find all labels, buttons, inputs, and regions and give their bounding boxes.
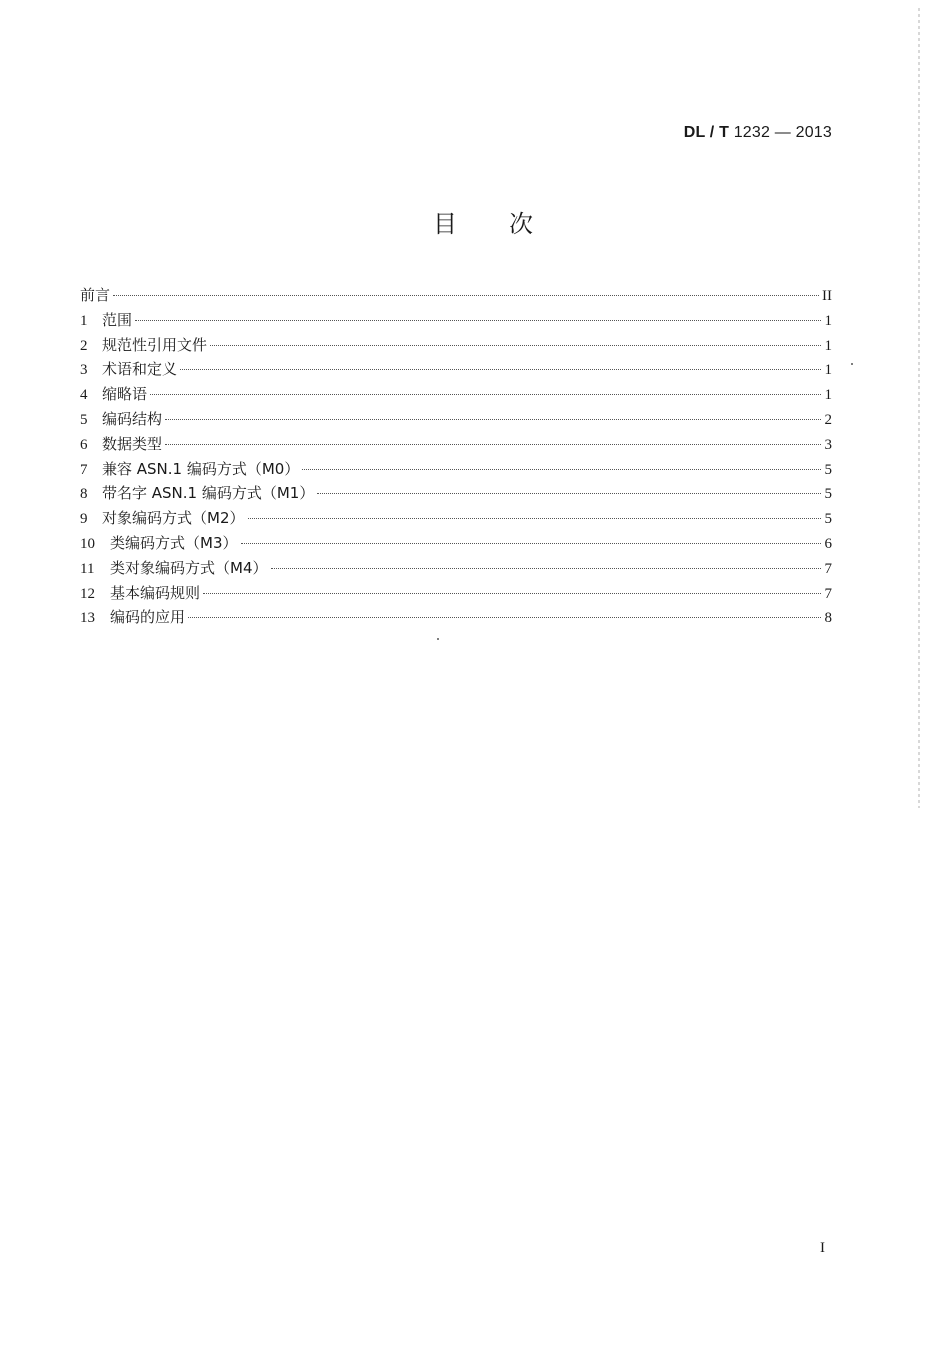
toc-entry-label: 术语和定义 [102, 360, 178, 379]
toc-leader-dots [165, 444, 821, 445]
toc-entry-label: 前言 [80, 286, 111, 304]
toc-leader-dots [302, 469, 821, 470]
toc-entry-page: 1 [824, 362, 832, 379]
toc-entry-3[interactable] [80, 358, 832, 383]
toc-entry-label: 兼容 ASN.1 编码方式（M0） [102, 459, 300, 478]
toc-leader-dots [150, 394, 821, 395]
toc-entry-number: 11 [80, 560, 95, 577]
toc-leader-dots [317, 493, 821, 494]
table-of-contents [80, 284, 832, 631]
toc-entry-number: 3 [80, 362, 88, 379]
toc-entry-number: 2 [80, 337, 88, 354]
toc-entry-label: 基本编码规则 [110, 583, 201, 602]
toc-leader-dots [180, 369, 821, 370]
toc-entry-label: 缩略语 [102, 385, 148, 404]
toc-entry-page: 5 [824, 511, 832, 528]
toc-leader-dots [248, 518, 822, 519]
toc-entry-label: 类对象编码方式（M4） [110, 558, 268, 577]
toc-entry-page: 5 [824, 461, 832, 478]
toc-entry-number: 10 [80, 535, 95, 552]
toc-leader-dots [188, 617, 821, 618]
toc-entry-number: 13 [80, 610, 95, 627]
toc-entry-page: 1 [824, 312, 832, 329]
scan-edge-artifact [918, 8, 920, 808]
toc-entry-7[interactable] [80, 458, 832, 483]
toc-entry-page: 7 [824, 585, 832, 602]
toc-leader-dots [241, 543, 822, 544]
toc-entry-number: 9 [80, 511, 88, 528]
toc-entry-label: 带名字 ASN.1 编码方式（M1） [102, 484, 315, 503]
page-title: 目次 [433, 210, 585, 238]
toc-leader-dots [135, 320, 821, 321]
toc-entry-11[interactable] [80, 557, 832, 582]
toc-entry-number: 1 [80, 312, 88, 329]
toc-entry-foreword[interactable] [80, 284, 832, 309]
toc-entry-page: 1 [824, 337, 832, 354]
toc-leader-dots [210, 345, 821, 346]
toc-entry-page: 6 [824, 535, 832, 552]
toc-entry-label: 规范性引用文件 [102, 335, 208, 354]
toc-entry-number: 12 [80, 585, 95, 602]
toc-entry-5[interactable] [80, 408, 832, 433]
page-number: I [820, 1240, 825, 1256]
toc-leader-dots [271, 568, 822, 569]
toc-entry-number: 6 [80, 436, 88, 453]
toc-entry-2[interactable] [80, 334, 832, 359]
toc-entry-label: 编码的应用 [110, 608, 186, 627]
toc-entry-label: 数据类型 [102, 434, 163, 453]
toc-entry-1[interactable] [80, 309, 832, 334]
toc-entry-4[interactable] [80, 383, 832, 408]
toc-entry-number: 4 [80, 387, 88, 404]
toc-leader-dots [203, 593, 821, 594]
standard-number: 1232 — 2013 [729, 124, 832, 141]
toc-entry-10[interactable] [80, 532, 832, 557]
toc-entry-13[interactable] [80, 606, 832, 631]
toc-entry-label: 编码结构 [102, 409, 163, 428]
scan-speck [851, 363, 853, 365]
toc-entry-label: 类编码方式（M3） [110, 533, 238, 552]
toc-entry-page: 1 [824, 387, 832, 404]
toc-entry-page: II [822, 288, 832, 304]
standard-prefix: DL / T [683, 124, 730, 141]
toc-entry-number: 8 [80, 486, 88, 503]
toc-entry-6[interactable] [80, 433, 832, 458]
standard-code [684, 124, 832, 142]
toc-entry-label: 对象编码方式（M2） [102, 509, 245, 528]
toc-entry-page: 7 [824, 560, 832, 577]
toc-entry-number: 7 [80, 461, 88, 478]
toc-entry-page: 8 [824, 610, 832, 627]
toc-entry-label: 范围 [102, 310, 133, 329]
toc-entry-9[interactable] [80, 507, 832, 532]
scan-speck [437, 638, 439, 640]
toc-entry-page: 3 [824, 436, 832, 453]
toc-leader-dots [165, 419, 821, 420]
toc-entry-8[interactable] [80, 482, 832, 507]
toc-entry-12[interactable] [80, 582, 832, 607]
toc-entry-page: 5 [824, 486, 832, 503]
toc-leader-dots [113, 295, 819, 296]
toc-entry-page: 2 [824, 411, 832, 428]
toc-entry-number: 5 [80, 411, 88, 428]
